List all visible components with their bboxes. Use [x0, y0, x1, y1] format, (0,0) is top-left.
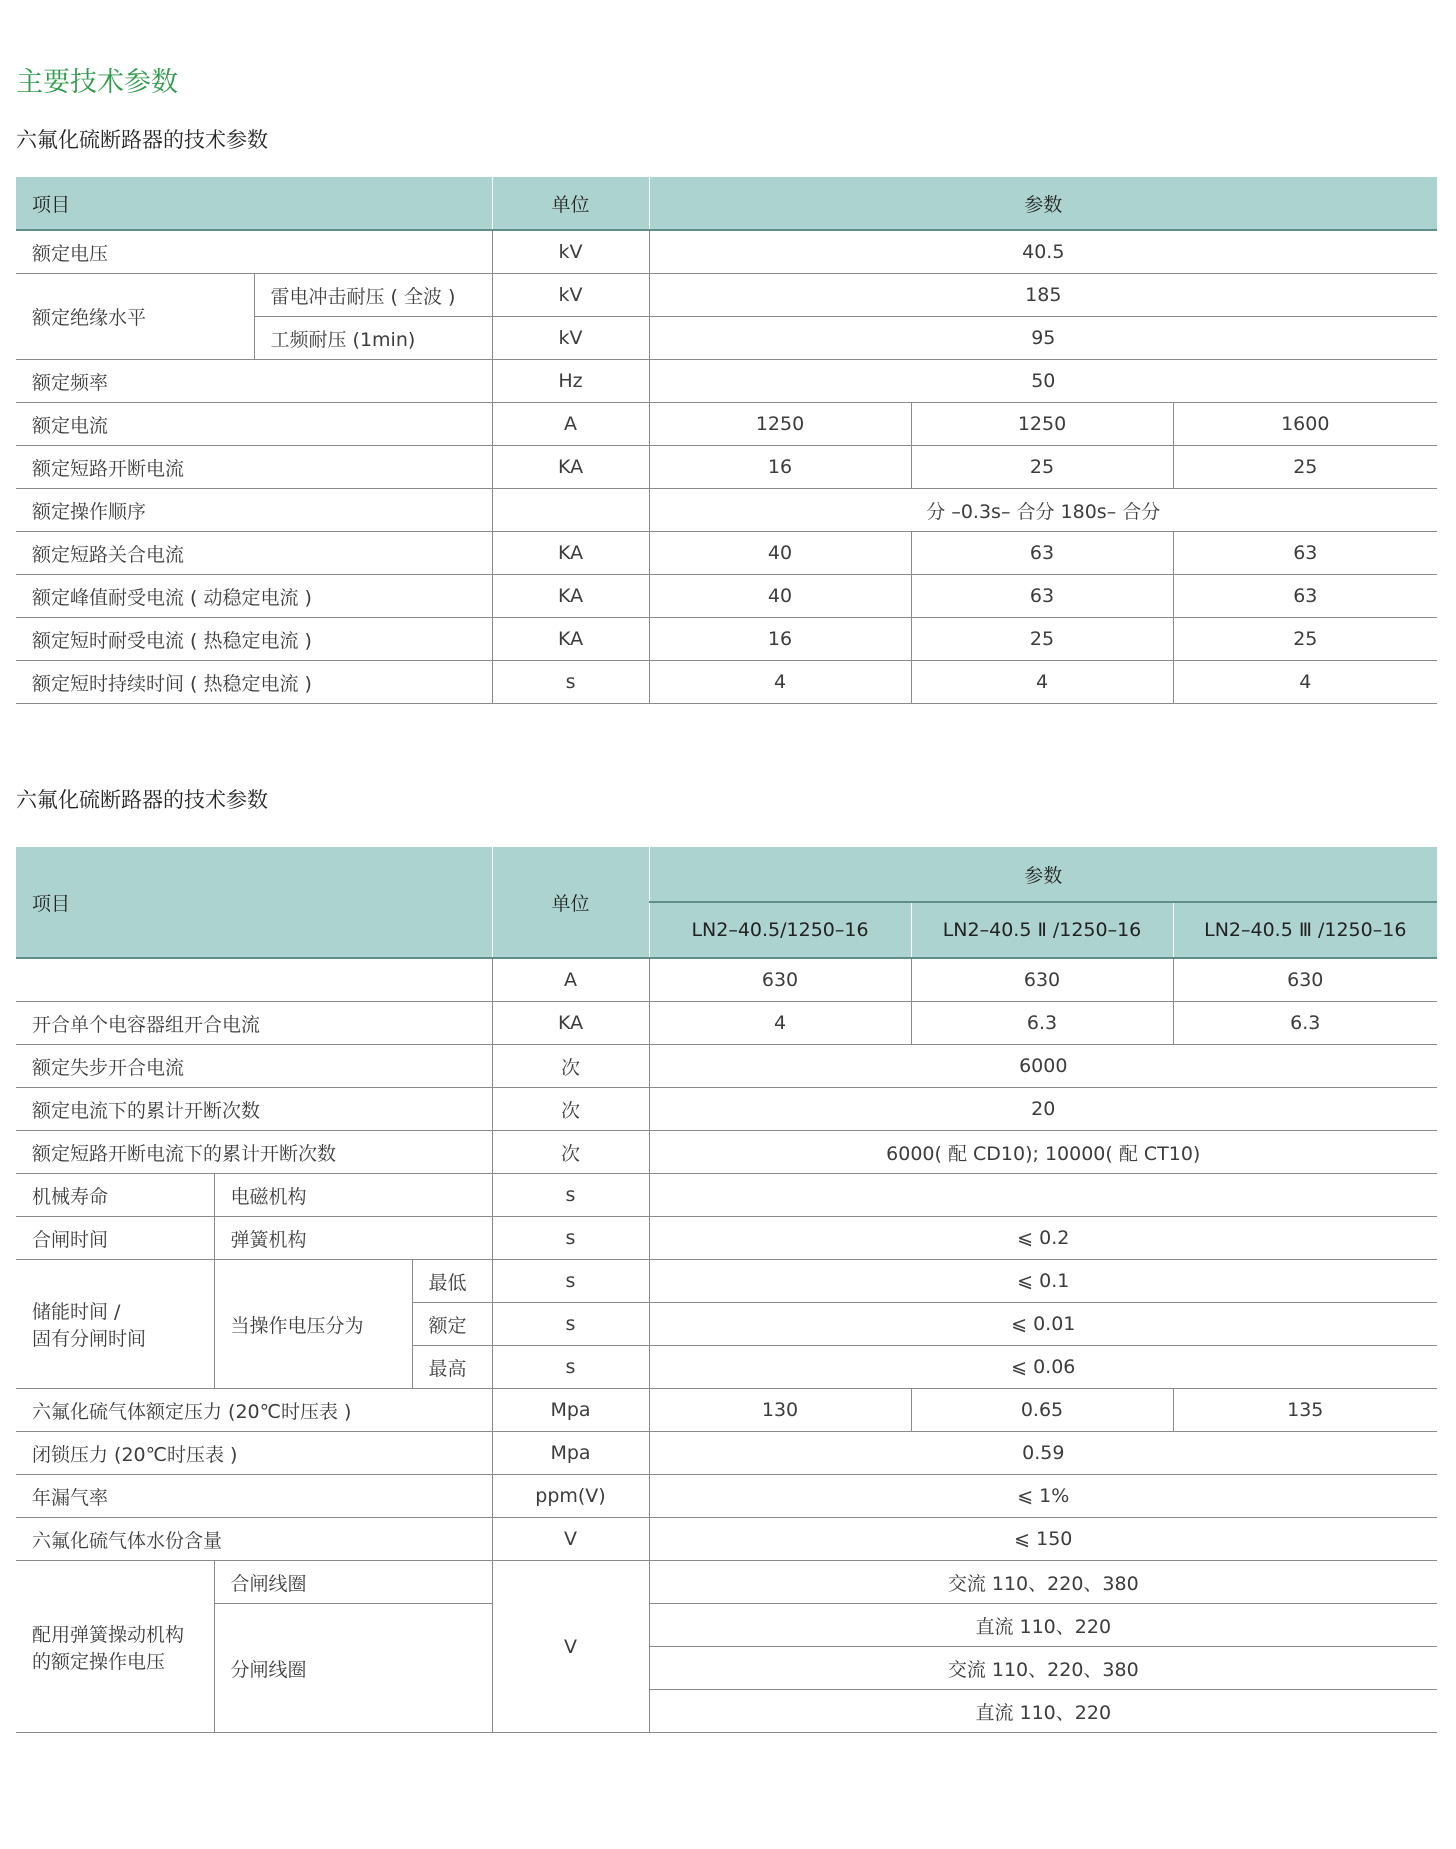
row-unit: A — [492, 958, 649, 1002]
table-row — [16, 1045, 1437, 1088]
row-value: 63 — [911, 575, 1173, 618]
row-label: 额定绝缘水平 — [16, 274, 254, 360]
row-sublabel: 当操作电压分为 — [214, 1260, 412, 1389]
row-value: 40.5 — [649, 230, 1437, 274]
section1-title: 六氟化硫断路器的技术参数 — [16, 128, 268, 152]
row-value: 16 — [649, 446, 911, 489]
row-value: 130 — [649, 1389, 911, 1432]
row-level: 额定 — [412, 1303, 492, 1346]
row-value: 6.3 — [911, 1002, 1173, 1045]
table-row — [16, 1088, 1437, 1131]
row-unit: s — [492, 1174, 649, 1217]
table-row — [16, 1604, 1437, 1647]
header-model: LN2–40.5 Ⅱ /1250–16 — [911, 902, 1173, 958]
row-value: 6000( 配 CD10); 10000( 配 CT10) — [649, 1131, 1437, 1174]
table-row — [16, 958, 1437, 1002]
row-label: 开合单个电容器组开合电流 — [16, 1002, 492, 1045]
row-value: 25 — [1173, 446, 1437, 489]
row-sublabel: 分闸线圈 — [214, 1604, 492, 1733]
row-unit: Mpa — [492, 1389, 649, 1432]
row-value: 交流 110、220、380 — [649, 1647, 1437, 1690]
row-value: 1250 — [649, 403, 911, 446]
row-value: 63 — [911, 532, 1173, 575]
row-label-line: 配用弹簧操动机构 — [32, 1623, 185, 1646]
row-unit: 次 — [492, 1131, 649, 1174]
row-unit: s — [492, 1346, 649, 1389]
row-value: 135 — [1173, 1389, 1437, 1432]
table-row — [16, 1389, 1437, 1432]
row-value: 1600 — [1173, 403, 1437, 446]
row-unit: V — [492, 1561, 649, 1733]
row-unit: KA — [492, 446, 649, 489]
row-label: 额定峰值耐受电流 ( 动稳定电流 ) — [16, 575, 492, 618]
section2-title: 六氟化硫断路器的技术参数 — [16, 788, 268, 812]
row-value: ⩽ 0.01 — [649, 1303, 1437, 1346]
row-value: ⩽ 1% — [649, 1475, 1437, 1518]
table-row — [16, 1002, 1437, 1045]
row-value: 63 — [1173, 532, 1437, 575]
row-value: 16 — [649, 618, 911, 661]
row-value: 4 — [1173, 661, 1437, 704]
row-label — [16, 1260, 214, 1389]
row-label: 年漏气率 — [16, 1475, 492, 1518]
row-level: 最高 — [412, 1346, 492, 1389]
row-value: 直流 110、220 — [649, 1604, 1437, 1647]
table-row — [16, 532, 1437, 575]
row-value: 20 — [649, 1088, 1437, 1131]
table-row — [16, 1260, 1437, 1303]
row-value: 25 — [911, 446, 1173, 489]
row-level: 最低 — [412, 1260, 492, 1303]
row-value: ⩽ 0.06 — [649, 1346, 1437, 1389]
row-sublabel: 弹簧机构 — [214, 1217, 492, 1260]
row-unit: s — [492, 1303, 649, 1346]
row-value: ⩽ 150 — [649, 1518, 1437, 1561]
row-label: 闭锁压力 (20℃时压表 ) — [16, 1432, 492, 1475]
row-value: 185 — [649, 274, 1437, 317]
header-model: LN2–40.5/1250–16 — [649, 902, 911, 958]
row-label: 额定失步开合电流 — [16, 1045, 492, 1088]
row-label: 额定操作顺序 — [16, 489, 492, 532]
row-sublabel: 工频耐压 (1min) — [254, 317, 492, 360]
row-unit: Hz — [492, 360, 649, 403]
row-unit: s — [492, 1217, 649, 1260]
row-value: 4 — [649, 661, 911, 704]
table-row — [16, 1561, 1437, 1604]
row-sublabel: 合闸线圈 — [214, 1561, 492, 1604]
row-label: 机械寿命 — [16, 1174, 214, 1217]
table-row — [16, 575, 1437, 618]
row-value: 25 — [911, 618, 1173, 661]
row-unit: kV — [492, 317, 649, 360]
row-label: 额定短时持续时间 ( 热稳定电流 ) — [16, 661, 492, 704]
tech-params-table-2 — [16, 847, 1437, 1733]
table-row — [16, 1432, 1437, 1475]
row-value: 40 — [649, 532, 911, 575]
row-value: 4 — [911, 661, 1173, 704]
row-value: 0.65 — [911, 1389, 1173, 1432]
header-model: LN2–40.5 Ⅲ /1250–16 — [1173, 902, 1437, 958]
row-value: 交流 110、220、380 — [649, 1561, 1437, 1604]
row-label: 额定电流下的累计开断次数 — [16, 1088, 492, 1131]
row-unit: s — [492, 661, 649, 704]
row-label: 额定电流 — [16, 403, 492, 446]
table-row — [16, 1174, 1437, 1217]
row-unit: Mpa — [492, 1432, 649, 1475]
row-unit: KA — [492, 618, 649, 661]
row-label-line: 储能时间 / — [32, 1301, 121, 1323]
row-value: 0.59 — [649, 1432, 1437, 1475]
row-value: ⩽ 0.1 — [649, 1260, 1437, 1303]
row-sublabel: 雷电冲击耐压 ( 全波 ) — [254, 274, 492, 317]
row-unit: s — [492, 1260, 649, 1303]
row-value: 1250 — [911, 403, 1173, 446]
row-label — [16, 958, 492, 1002]
table-row — [16, 1131, 1437, 1174]
row-label: 额定短时耐受电流 ( 热稳定电流 ) — [16, 618, 492, 661]
table-row — [16, 403, 1437, 446]
table-row — [16, 230, 1437, 274]
row-label: 合闸时间 — [16, 1217, 214, 1260]
table-row — [16, 274, 1437, 317]
row-value: 95 — [649, 317, 1437, 360]
row-value: 6.3 — [1173, 1002, 1437, 1045]
row-unit: KA — [492, 1002, 649, 1045]
row-label: 额定短路关合电流 — [16, 532, 492, 575]
row-unit: KA — [492, 532, 649, 575]
row-label-line: 的额定操作电压 — [32, 1650, 166, 1673]
row-unit: A — [492, 403, 649, 446]
table-row — [16, 1217, 1437, 1260]
row-value: 直流 110、220 — [649, 1690, 1437, 1733]
row-value: 40 — [649, 575, 911, 618]
row-value: 630 — [911, 958, 1173, 1002]
header-unit: 单位 — [492, 177, 649, 230]
row-value: 63 — [1173, 575, 1437, 618]
row-unit: 次 — [492, 1045, 649, 1088]
row-label: 额定电压 — [16, 230, 492, 274]
row-label: 额定短路开断电流 — [16, 446, 492, 489]
row-label — [16, 1561, 214, 1733]
table-header-row — [16, 177, 1437, 230]
row-value: 分 –0.3s– 合分 180s– 合分 — [649, 489, 1437, 532]
row-unit: KA — [492, 575, 649, 618]
table-row — [16, 1475, 1437, 1518]
row-value: 6000 — [649, 1045, 1437, 1088]
table-row — [16, 446, 1437, 489]
table-row — [16, 661, 1437, 704]
header-param: 参数 — [649, 177, 1437, 230]
row-label: 额定频率 — [16, 360, 492, 403]
row-label: 六氟化硫气体额定压力 (20℃时压表 ) — [16, 1389, 492, 1432]
row-value: ⩽ 0.2 — [649, 1217, 1437, 1260]
table-row — [16, 1518, 1437, 1561]
row-unit — [492, 489, 649, 532]
row-value: 630 — [1173, 958, 1437, 1002]
table-header-row — [16, 847, 1437, 902]
row-value: 50 — [649, 360, 1437, 403]
header-unit: 单位 — [492, 847, 649, 958]
header-item: 项目 — [16, 177, 492, 230]
page-title: 主要技术参数 — [16, 67, 178, 98]
row-unit: ppm(V) — [492, 1475, 649, 1518]
row-unit: kV — [492, 274, 649, 317]
row-unit: kV — [492, 230, 649, 274]
table-row — [16, 489, 1437, 532]
header-item: 项目 — [16, 847, 492, 958]
row-sublabel: 电磁机构 — [214, 1174, 492, 1217]
row-value — [649, 1174, 1437, 1217]
table-row — [16, 360, 1437, 403]
table-row — [16, 618, 1437, 661]
header-param: 参数 — [649, 847, 1437, 902]
row-value: 630 — [649, 958, 911, 1002]
row-value: 4 — [649, 1002, 911, 1045]
row-unit: 次 — [492, 1088, 649, 1131]
row-label: 六氟化硫气体水份含量 — [16, 1518, 492, 1561]
tech-params-table-1 — [16, 177, 1437, 704]
row-value: 25 — [1173, 618, 1437, 661]
row-unit: V — [492, 1518, 649, 1561]
row-label: 额定短路开断电流下的累计开断次数 — [16, 1131, 492, 1174]
row-label-line: 固有分闸时间 — [32, 1328, 147, 1350]
